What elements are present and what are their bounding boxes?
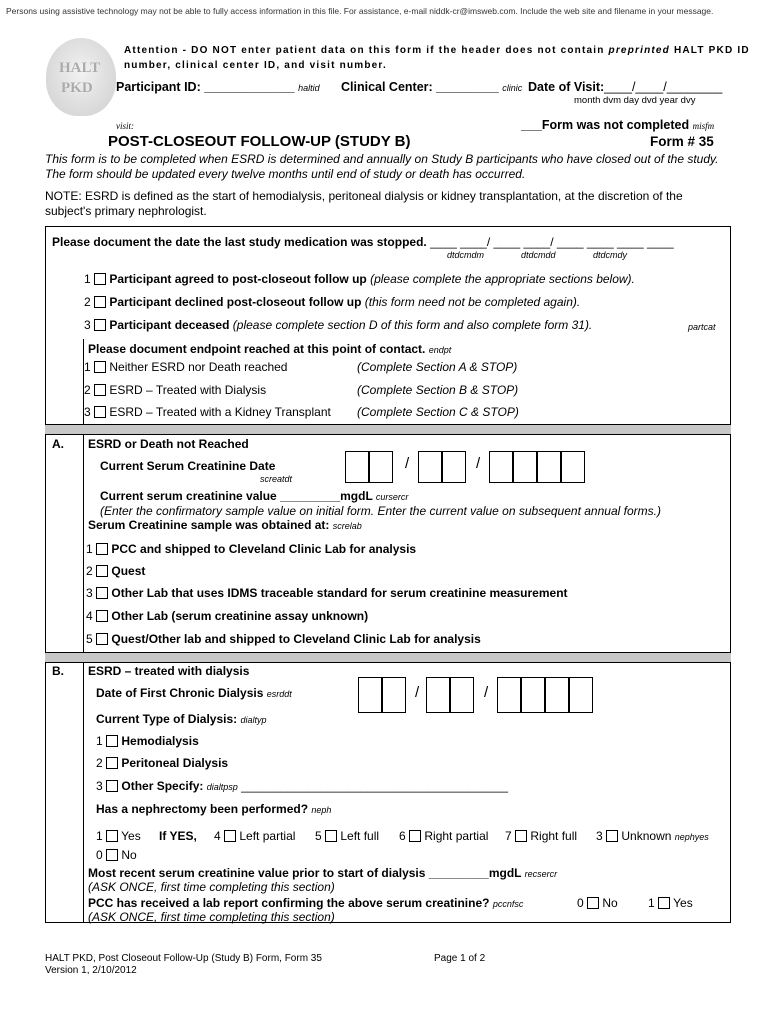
- checkbox[interactable]: [96, 543, 108, 555]
- checkbox[interactable]: [106, 735, 118, 747]
- checkbox[interactable]: [94, 319, 106, 331]
- dialysis-type-label: Current Type of Dialysis: dialtyp: [96, 712, 267, 726]
- section-a-letter: A.: [52, 437, 64, 451]
- neph-option-left-partial[interactable]: 4 Left partial: [214, 829, 296, 843]
- pcc-label: PCC has received a lab report confirming the above serum creatinine? pccnfsc: [88, 896, 524, 910]
- checkbox[interactable]: [94, 384, 106, 396]
- attention-line-1: Attention - DO NOT enter patient data on this form if the header does not contain preprinted HALT PKD ID: [124, 45, 750, 56]
- if-yes-label: If YES,: [159, 829, 197, 843]
- footer-page: Page 1 of 2: [434, 953, 486, 964]
- last-medication-date[interactable]: Please document the date the last study medication was stopped. ____ ____/ ____ ____/ ____ ____ ____ ____: [52, 235, 674, 249]
- neph-option-left-full[interactable]: 5 Left full: [315, 829, 380, 843]
- endpoint-option-3[interactable]: 3 ESRD – Treated with a Kidney Transplant: [84, 405, 331, 419]
- visit-var: visit:: [116, 121, 134, 131]
- lab-option-1[interactable]: 1 PCC and shipped to Cleveland Clinic Lab for analysis: [86, 542, 417, 556]
- dialysis-option-3[interactable]: 3 Other Specify: dialtpsp ________________________________________: [96, 779, 509, 793]
- checkbox[interactable]: [96, 633, 108, 645]
- partcat-var: partcat: [688, 322, 716, 332]
- halt-pkd-logo: HALT PKD: [46, 38, 116, 116]
- checkbox[interactable]: [94, 406, 106, 418]
- pcc-yes[interactable]: 1 Yes: [648, 896, 693, 910]
- nephrectomy-yes[interactable]: 1 Yes: [96, 829, 141, 843]
- footer-title: HALT PKD, Post Closeout Follow-Up (Study B) Form, Form 35: [45, 953, 322, 964]
- form-not-completed[interactable]: ___Form was not completed misfm: [521, 118, 715, 132]
- checkbox[interactable]: [94, 361, 106, 373]
- ask-once-note-2: (ASK ONCE, first time completing this section): [88, 910, 335, 924]
- creatinine-date-label: Current Serum Creatinine Date: [100, 459, 276, 473]
- checkbox[interactable]: [658, 897, 670, 909]
- checkbox[interactable]: [224, 830, 236, 842]
- ask-once-note-1: (ASK ONCE, first time completing this section): [88, 880, 335, 894]
- pcc-no[interactable]: 0 No: [577, 896, 618, 910]
- checkbox[interactable]: [409, 830, 421, 842]
- partcat-option-1[interactable]: 1 Participant agreed to post-closeout follow up (please complete the appropriate sections below).: [84, 272, 635, 286]
- accessibility-notice: Persons using assistive technology may not be able to fully access information in this file. For assistance, e-mail niddk-cr@imsweb.com. Include the web site and filename in your message.: [6, 6, 714, 16]
- endpoint-option-2[interactable]: 2 ESRD – Treated with Dialysis: [84, 383, 267, 397]
- checkbox[interactable]: [94, 273, 106, 285]
- section-separator-a: [45, 424, 731, 434]
- date-of-visit-sublabels: month dvm day dvd year dvy: [574, 95, 696, 106]
- checkbox[interactable]: [106, 757, 118, 769]
- intro-text: This form is to be completed when ESRD is determined and annually on Study B participants who have closed out of the study. The form should be updated every twelve months until end of study or death has occurred.: [45, 152, 719, 181]
- nephrectomy-no[interactable]: 0 No: [96, 848, 137, 862]
- checkbox[interactable]: [325, 830, 337, 842]
- attention-line-2: number, clinical center ID, and visit number.: [124, 60, 387, 71]
- neph-option-right-partial[interactable]: 6 Right partial: [399, 829, 489, 843]
- creatinine-value-field[interactable]: Current serum creatinine value _________mgdL cursercr: [100, 489, 409, 503]
- recent-creatinine-field[interactable]: Most recent serum creatinine value prior to start of dialysis _________mgdL recsercr: [88, 866, 558, 880]
- checkbox[interactable]: [606, 830, 618, 842]
- section-separator-b: [45, 652, 731, 662]
- participant-id-field[interactable]: Participant ID: _____________ haltid: [116, 80, 320, 94]
- date-of-visit-field[interactable]: Date of Visit:____/____/________: [528, 80, 723, 94]
- checkbox[interactable]: [96, 565, 108, 577]
- endpoint-label: Please document endpoint reached at this point of contact. endpt: [88, 342, 452, 356]
- section-b-letter: B.: [52, 664, 64, 678]
- note-text: NOTE: ESRD is defined as the start of hemodialysis, peritoneal dialysis or kidney transplantation, at the discretion of the subject's primary nephrologist.: [45, 189, 683, 218]
- checkbox[interactable]: [515, 830, 527, 842]
- checkbox[interactable]: [106, 849, 118, 861]
- lab-option-4[interactable]: 4 Other Lab (serum creatinine assay unknown): [86, 609, 369, 623]
- checkbox[interactable]: [587, 897, 599, 909]
- dialysis-option-2[interactable]: 2 Peritoneal Dialysis: [96, 756, 229, 770]
- lab-option-5[interactable]: 5 Quest/Other lab and shipped to Cleveland Clinic Lab for analysis: [86, 632, 481, 646]
- form-title: POST-CLOSEOUT FOLLOW-UP (STUDY B): [108, 133, 411, 150]
- creatinine-note: (Enter the confirmatory sample value on initial form. Enter the current value on subsequent annual forms.): [100, 504, 661, 518]
- checkbox[interactable]: [106, 780, 118, 792]
- lab-option-3[interactable]: 3 Other Lab that uses IDMS traceable standard for serum creatinine measurement: [86, 586, 568, 600]
- dialysis-option-1[interactable]: 1 Hemodialysis: [96, 734, 199, 748]
- footer-version: Version 1, 2/10/2012: [45, 965, 137, 976]
- clinical-center-field[interactable]: Clinical Center: _________ clinic: [341, 80, 523, 94]
- first-dialysis-label: Date of First Chronic Dialysis esrddt: [96, 686, 292, 700]
- endpoint-option-1[interactable]: 1 Neither ESRD nor Death reached: [84, 360, 288, 374]
- sample-label: Serum Creatinine sample was obtained at: screlab: [88, 518, 362, 532]
- neph-option-unknown[interactable]: 3 Unknown nephyes: [596, 829, 709, 843]
- form-number: Form # 35: [650, 134, 714, 149]
- section-b-title: ESRD – treated with dialysis: [88, 664, 250, 678]
- neph-option-right-full[interactable]: 7 Right full: [505, 829, 578, 843]
- checkbox[interactable]: [94, 296, 106, 308]
- partcat-option-3[interactable]: 3 Participant deceased (please complete section D of this form and also complete form 31).: [84, 318, 593, 332]
- checkbox[interactable]: [96, 587, 108, 599]
- checkbox[interactable]: [96, 610, 108, 622]
- section-a-title: ESRD or Death not Reached: [88, 437, 249, 451]
- nephrectomy-label: Has a nephrectomy been performed? neph: [96, 802, 332, 816]
- partcat-option-2[interactable]: 2 Participant declined post-closeout follow up (this form need not be completed again).: [84, 295, 581, 309]
- lab-option-2[interactable]: 2 Quest: [86, 564, 146, 578]
- checkbox[interactable]: [106, 830, 118, 842]
